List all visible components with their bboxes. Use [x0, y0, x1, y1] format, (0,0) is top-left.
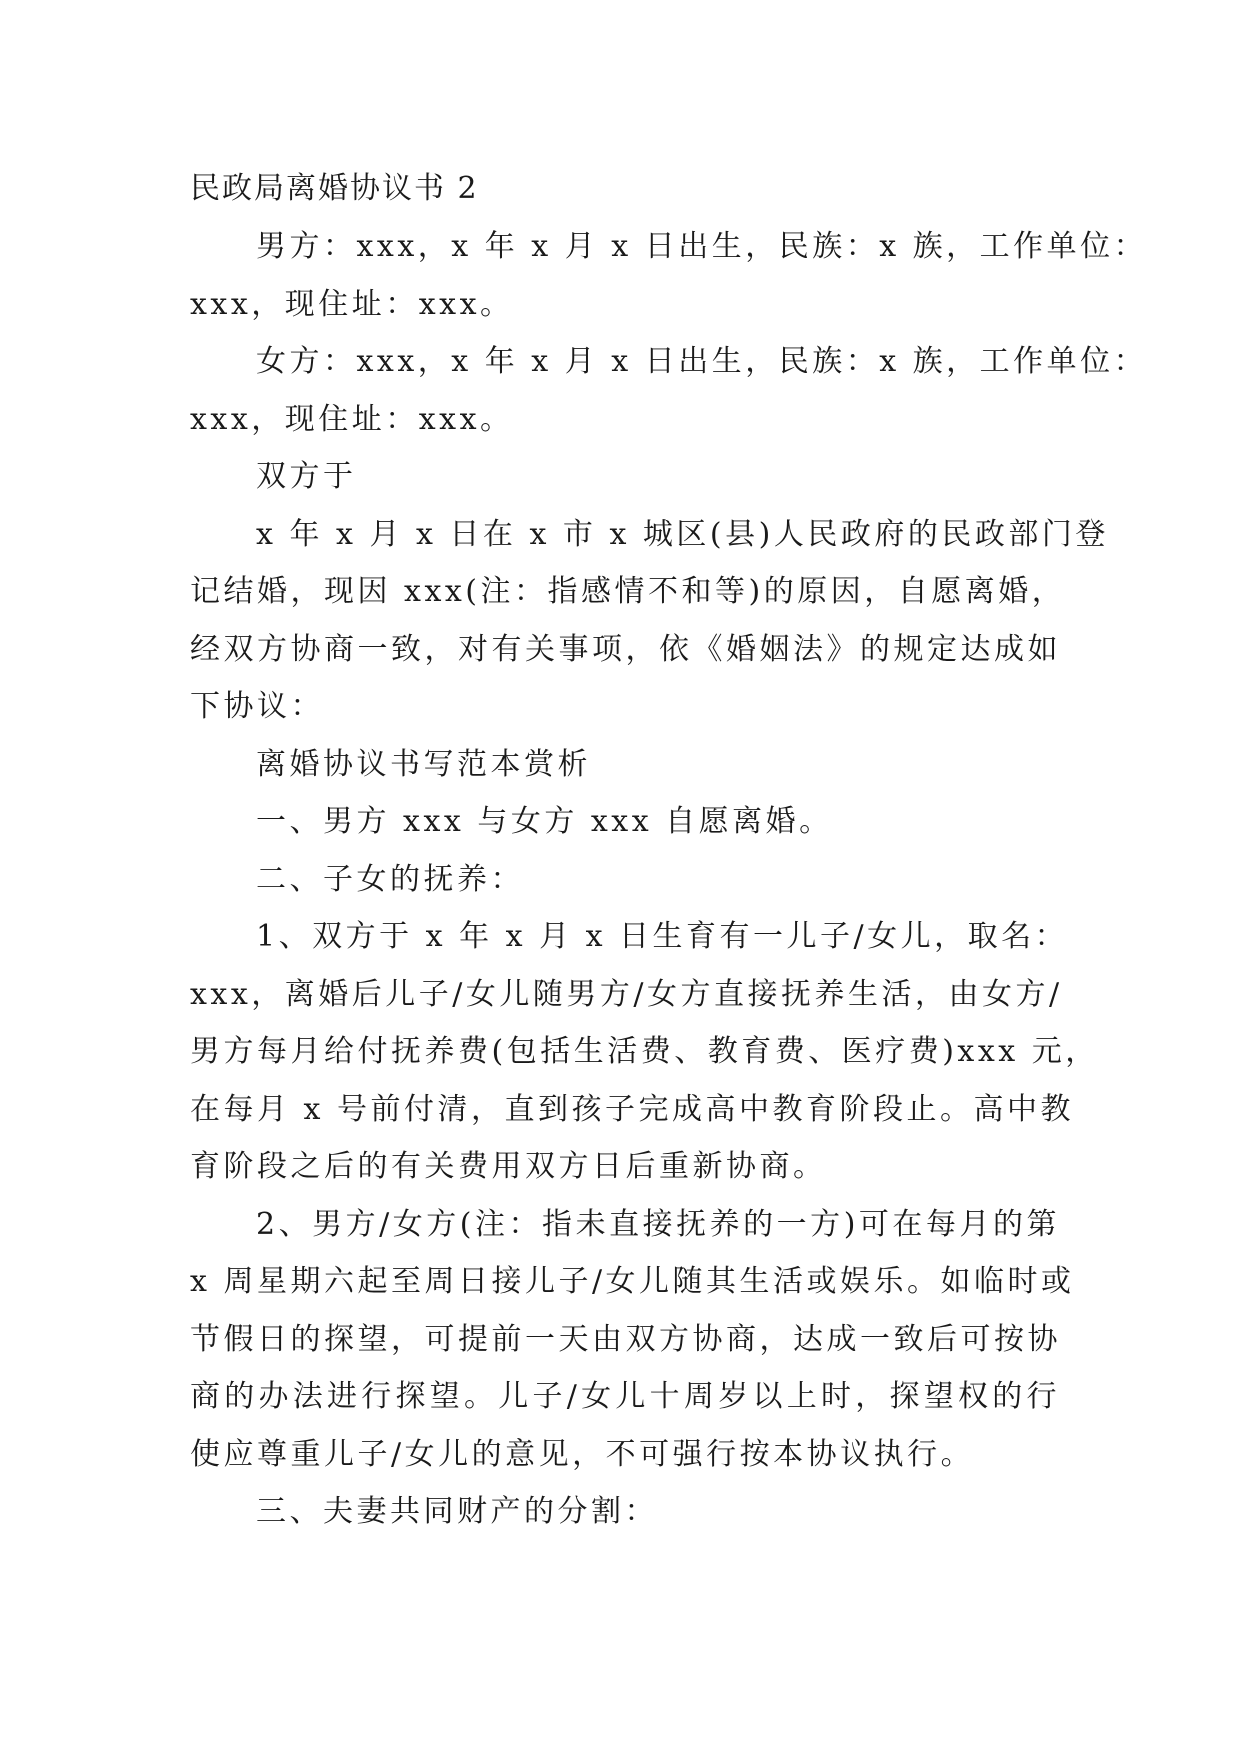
text-line: 男方每月给付抚养费(包括生活费、教育费、医疗费)xxx 元，: [190, 1034, 1099, 1069]
text-line: 女方：xxx，x 年 x 月 x 日出生，民族：x 族，工作单位：: [256, 344, 1148, 379]
text-line: 一、男方 xxx 与女方 xxx 自愿离婚。: [256, 804, 833, 839]
text-line: x 年 x 月 x 日在 x 市 x 城区(县)人民政府的民政部门登: [256, 516, 1109, 552]
text-line: x 周星期六起至周日接儿子/女儿随其生活或娱乐。如临时或: [190, 1264, 1075, 1299]
text-line: 1、双方于 x 年 x 月 x 日生育有一儿子/女儿，取名：: [256, 919, 1069, 954]
text-line: 离婚协议书写范本赏析: [256, 746, 591, 782]
text-line: 二、子女的抚养：: [256, 861, 524, 897]
text-line: xxx，离婚后儿子/女儿随男方/女方直接抚养生活，由女方/: [190, 976, 1063, 1012]
document-body: [190, 218, 1148, 1541]
text-line: 双方于: [256, 459, 357, 494]
text-line: 经双方协商一致，对有关事项，依《婚姻法》的规定达成如: [190, 631, 1061, 667]
text-line: 节假日的探望，可提前一天由双方协商，达成一致后可按协: [190, 1321, 1061, 1357]
text-line: xxx，现住址：xxx。: [190, 401, 514, 437]
text-line: 商的办法进行探望。儿子/女儿十周岁以上时，探望权的行: [190, 1379, 1060, 1414]
document-title: 民政局离婚协议书 2: [190, 171, 479, 206]
text-line: 育阶段之后的有关费用双方日后重新协商。: [190, 1149, 827, 1184]
text-line: 2、男方/女方(注：指未直接抚养的一方)可在每月的第: [256, 1206, 1060, 1242]
text-line: 记结婚，现因 xxx(注：指感情不和等)的原因，自愿离婚，: [190, 574, 1066, 609]
text-line: 下协议：: [190, 689, 324, 724]
document-page: [190, 160, 1148, 1541]
text-line: xxx，现住址：xxx。: [190, 286, 514, 322]
text-line: 使应尊重儿子/女儿的意见，不可强行按本协议执行。: [190, 1436, 975, 1472]
text-line: 男方：xxx，x 年 x 月 x 日出生，民族：x 族，工作单位：: [256, 229, 1148, 264]
text-line: 在每月 x 号前付清，直到孩子完成高中教育阶段止。高中教: [190, 1091, 1074, 1127]
text-line: 三、夫妻共同财产的分割：: [256, 1494, 658, 1529]
